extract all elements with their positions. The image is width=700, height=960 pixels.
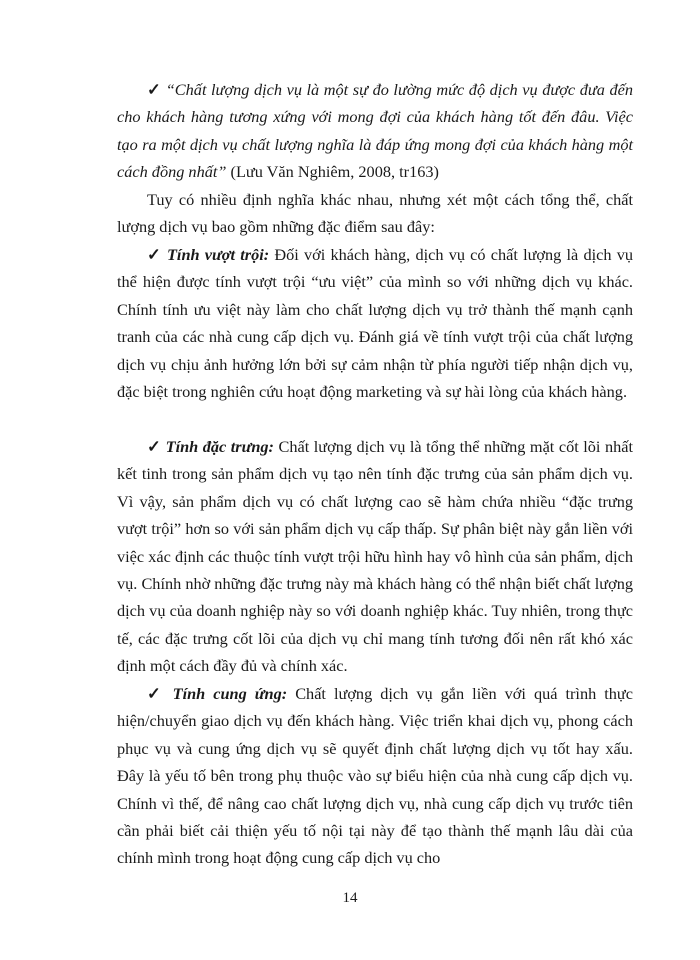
term-heading: Tính cung ứng: bbox=[172, 684, 288, 703]
checkmark-icon: ✓ bbox=[147, 437, 162, 456]
intro-paragraph: Tuy có nhiều định nghĩa khác nhau, nhưng xét một cách tổng thể, chất lượng dịch vụ bao gồm những đặc điểm sau đây: bbox=[117, 190, 633, 237]
definition-quote: “Chất lượng dịch vụ là một sự đo lường mức độ dịch vụ được đưa đến cho khách hàng tương xứng với mong đợi của khách hàng tốt đến đâu. Việc tạo ra một dịch vụ chất lượng nghĩa là đáp ứng mong đợi của khách hàng một cách đồng nhất” bbox=[117, 80, 633, 182]
checkmark-icon: ✓ bbox=[147, 684, 165, 703]
paragraph-body: Chất lượng dịch vụ là tổng thể những mặt cốt lõi nhất kết tinh trong sản phẩm dịch vụ tạo nên tính đặc trưng của sản phẩm dịch vụ. Vì vậy, sản phẩm dịch vụ có chất lượng cao sẽ hàm chứa nhiều “đặc trưng vượt trội” hơn so với sản phẩm dịch vụ cấp thấp. Sự phân biệt này gắn liền với việc xác định các thuộc tính vượt trội hữu hình hay vô hình của sản phẩm, dịch vụ. Chính nhờ những đặc trưng này mà khách hàng có thể nhận biết chất lượng dịch vụ của doanh nghiệp này so với doanh nghiệp khác. Tuy nhiên, trong thực tế, các đặc trưng cốt lõi của dịch vụ chỉ mang tính tương đối nên rất khó xác định một cách đầy đủ và chính xác. bbox=[117, 437, 633, 676]
term-heading: Tính vượt trội: bbox=[166, 245, 270, 264]
paragraph-tinh-cung-ung bbox=[117, 680, 633, 872]
checkmark-icon: ✓ bbox=[147, 80, 162, 99]
checkmark-icon: ✓ bbox=[147, 245, 162, 264]
page-number: 14 bbox=[342, 890, 358, 906]
paragraph-tinh-dac-trung bbox=[117, 433, 633, 680]
paragraph-tinh-vuot-troi bbox=[117, 241, 633, 405]
paragraph-body: Chất lượng dịch vụ gắn liền với quá trình thực hiện/chuyển giao dịch vụ đến khách hàng. Việc triển khai dịch vụ, phong cách phục vụ và cung ứng dịch vụ sẽ quyết định chất lượng dịch vụ tốt hay xấu. Đây là yếu tố bên trong phụ thuộc vào sự biểu hiện của nhà cung cấp dịch vụ. Chính vì thế, để nâng cao chất lượng dịch vụ, nhà cung cấp dịch vụ trước tiên cần phải biết cải thiện yếu tố nội tại này để tạo thành thế mạnh lâu dài của chính mình trong hoạt động cung cấp dịch vụ cho bbox=[117, 684, 633, 868]
term-heading: Tính đặc trưng: bbox=[165, 437, 274, 456]
quote-paragraph bbox=[117, 76, 633, 186]
paragraph-body: Đối với khách hàng, dịch vụ có chất lượng là dịch vụ thể hiện được tính vượt trội “ưu việt” của mình so với những dịch vụ khác. Chính tính ưu việt này làm cho chất lượng dịch vụ trở thành thế mạnh cạnh tranh của các nhà cung cấp dịch vụ. Đánh giá về tính vượt trội của chất lượng dịch vụ chịu ảnh hưởng lớn bởi sự cảm nhận từ phía người tiếp nhận dịch vụ, đặc biệt trong nghiên cứu hoạt động marketing và sự hài lòng của khách hàng. bbox=[117, 245, 633, 402]
citation: (Lưu Văn Nghiêm, 2008, tr163) bbox=[226, 162, 439, 182]
